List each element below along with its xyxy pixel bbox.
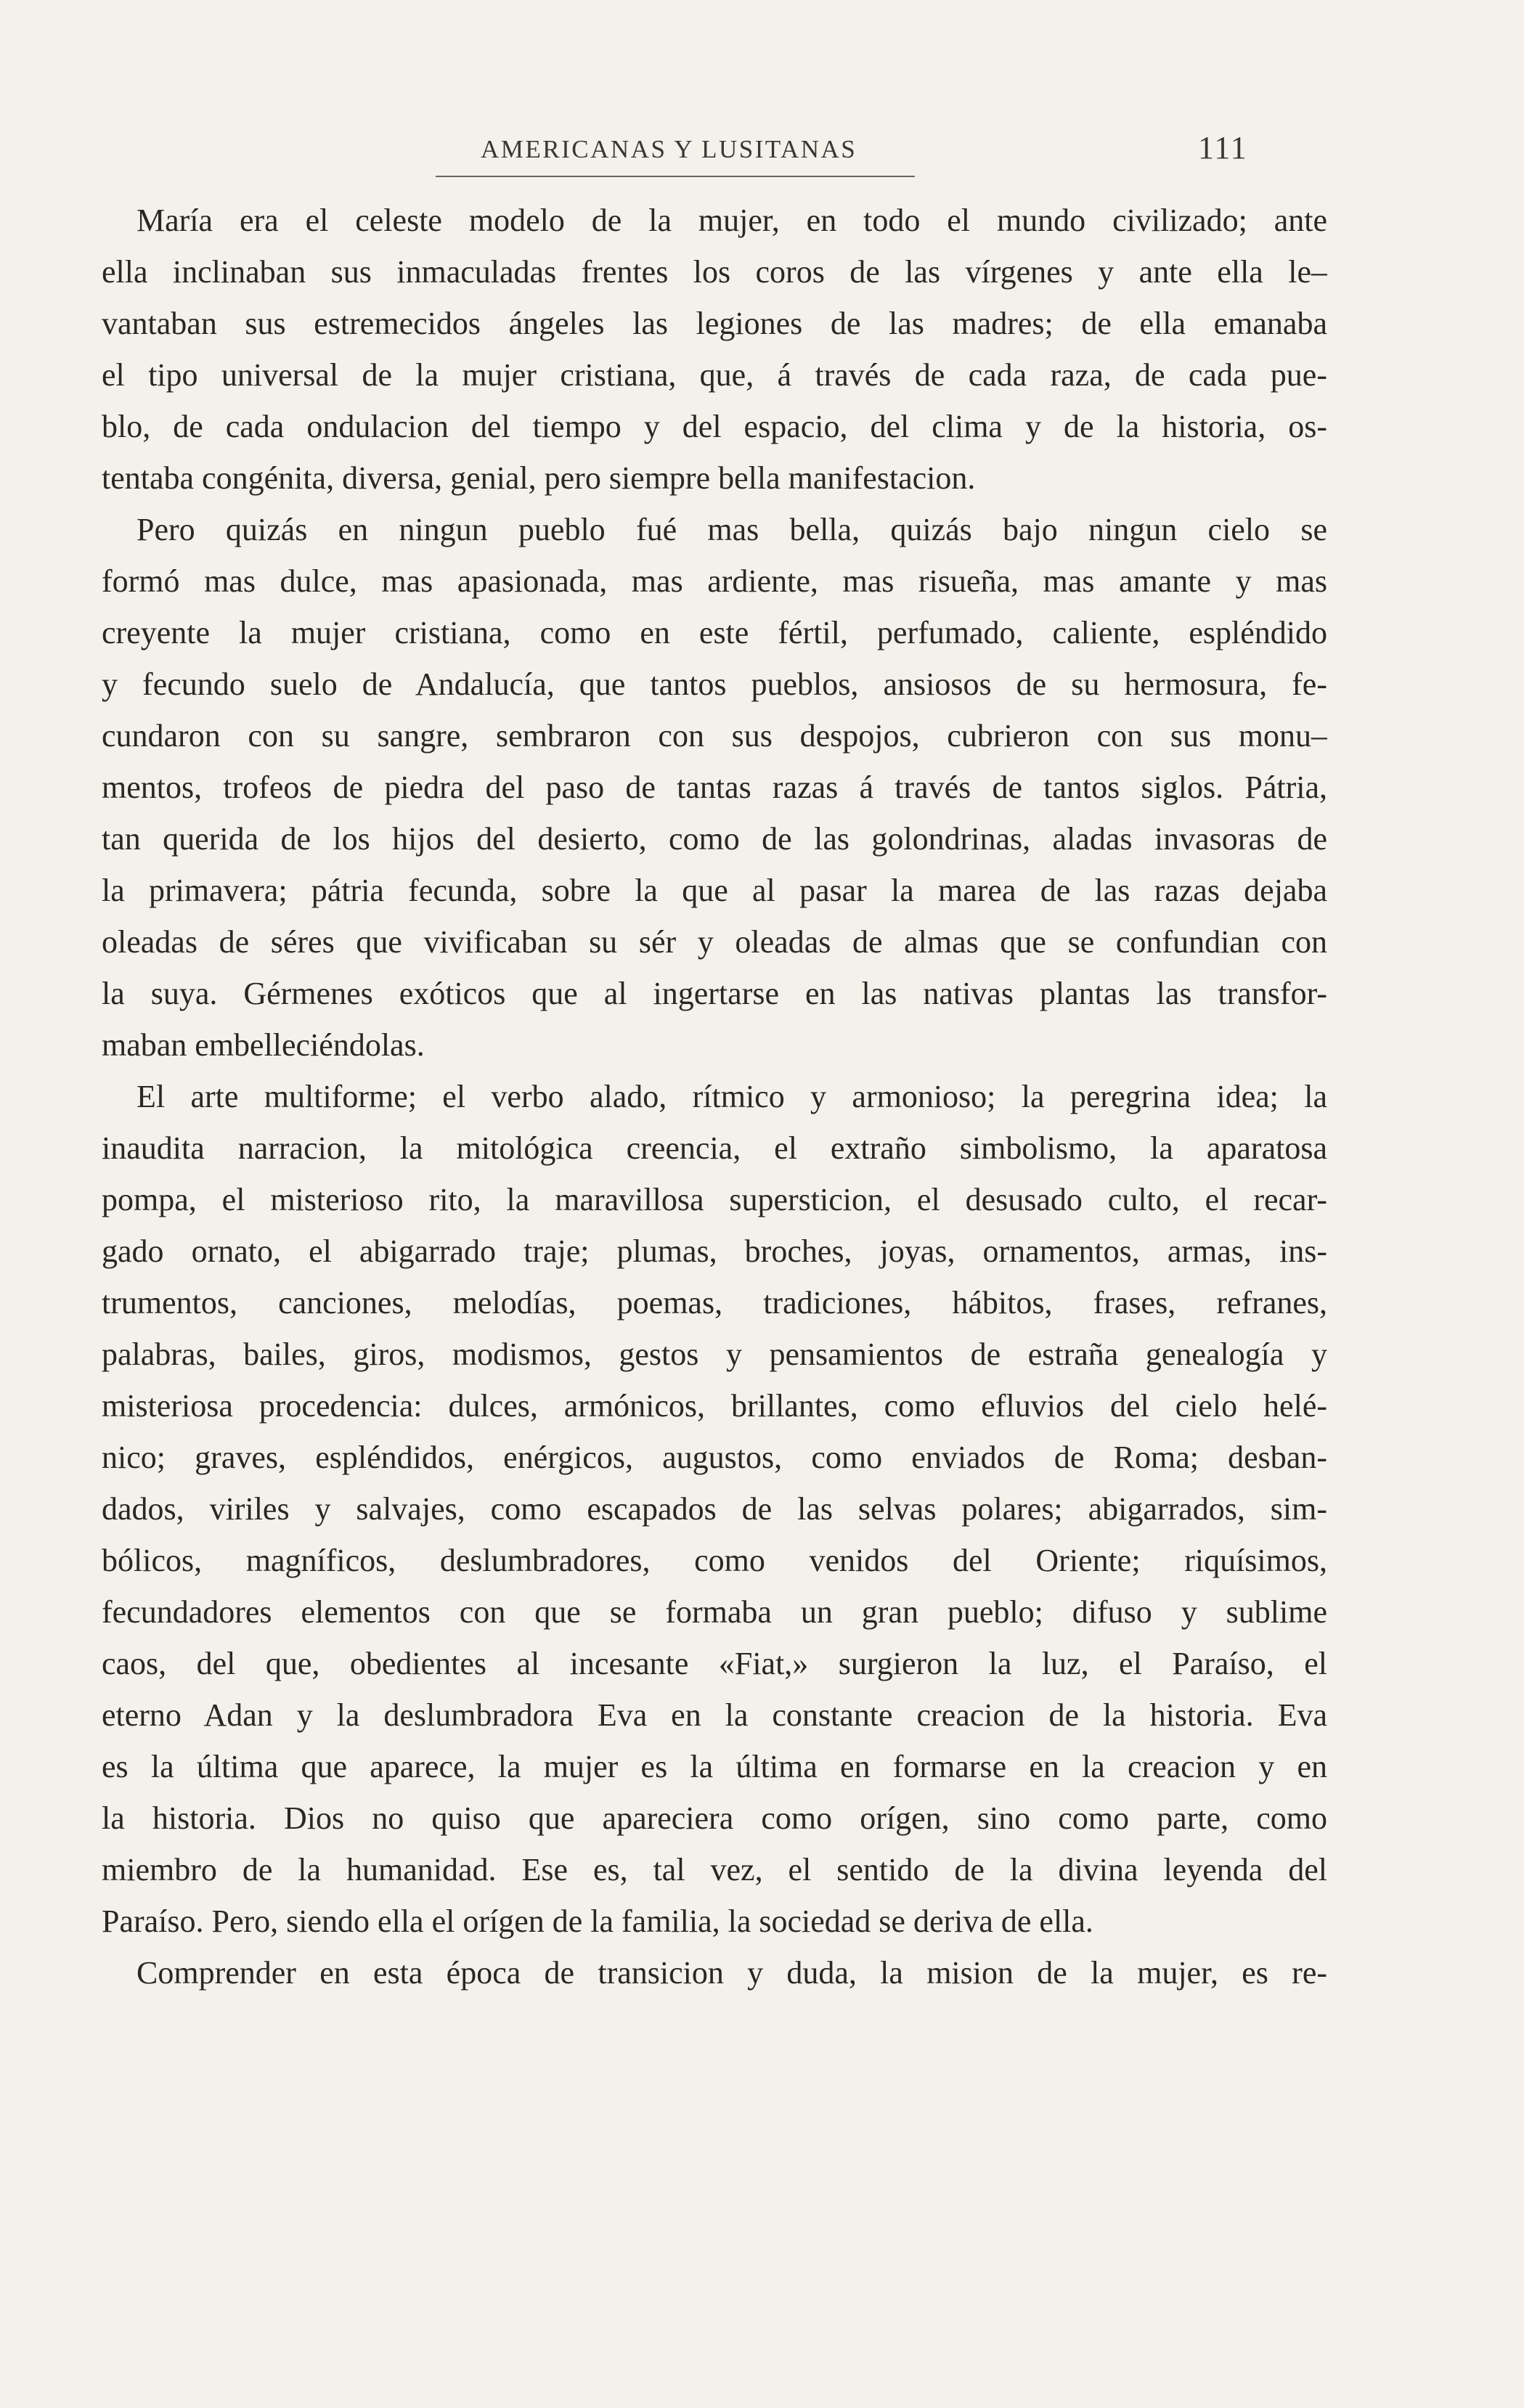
text-line: blo, de cada ondulacion del tiempo y del espacio, del clima y de la historia, os- — [102, 409, 1327, 444]
page-header — [0, 129, 1524, 180]
text-line: oleadas de séres que vivificaban su sér y oleadas de almas que se confundian con — [102, 924, 1327, 960]
page-number: 111 — [1198, 130, 1248, 166]
text-line: vantaban sus estremecidos ángeles las legiones de las madres; de ella emanaba — [102, 306, 1327, 341]
text-line: gado ornato, el abigarrado traje; plumas, broches, joyas, ornamentos, armas, ins- — [102, 1233, 1327, 1269]
text-line: bólicos, magníficos, deslumbradores, como venidos del Oriente; riquísimos, — [102, 1543, 1327, 1578]
text-line: cundaron con su sangre, sembraron con sus despojos, cubrieron con sus monu– — [102, 718, 1327, 754]
text-line: la suya. Gérmenes exóticos que al ingertarse en las nativas plantas las transfor- — [102, 976, 1327, 1011]
text-line: Paraíso. Pero, siendo ella el orígen de la familia, la sociedad se deriva de ella. — [102, 1903, 1093, 1939]
text-line: la historia. Dios no quiso que apareciera como orígen, sino como parte, como — [102, 1800, 1327, 1836]
text-line: formó mas dulce, mas apasionada, mas ardiente, mas risueña, mas amante y mas — [102, 563, 1327, 599]
text-line: María era el celeste modelo de la mujer, en todo el mundo civilizado; ante — [136, 203, 1327, 238]
text-line: trumentos, canciones, melodías, poemas, tradiciones, hábitos, frases, refranes, — [102, 1285, 1327, 1321]
text-line: la primavera; pátria fecunda, sobre la que al pasar la marea de las razas dejaba — [102, 873, 1327, 908]
text-line: fecundadores elementos con que se formaba un gran pueblo; difuso y sublime — [102, 1594, 1327, 1630]
running-title: AMERICANAS Y LUSITANAS — [481, 135, 857, 163]
text-line: misteriosa procedencia: dulces, armónicos, brillantes, como efluvios del cielo helé- — [102, 1388, 1327, 1424]
text-line: Comprender en esta época de transicion y duda, la mision de la mujer, es re- — [136, 1955, 1327, 1991]
text-line: mentos, trofeos de piedra del paso de tantas razas á través de tantos siglos. Pátria, — [102, 770, 1327, 805]
text-line: palabras, bailes, giros, modismos, gestos y pensamientos de estraña genealogía y — [102, 1336, 1327, 1372]
text-line: es la última que aparece, la mujer es la última en formarse en la creacion y en — [102, 1749, 1327, 1784]
text-line: ella inclinaban sus inmaculadas frentes los coros de las vírgenes y ante ella le– — [102, 254, 1327, 290]
text-line: dados, viriles y salvajes, como escapados de las selvas polares; abigarrados, sim- — [102, 1491, 1327, 1527]
text-line: tentaba congénita, diversa, genial, pero siempre bella manifestacion. — [102, 460, 976, 496]
text-line: Pero quizás en ningun pueblo fué mas bella, quizás bajo ningun cielo se — [136, 512, 1327, 547]
text-line: nico; graves, espléndidos, enérgicos, augustos, como enviados de Roma; desban- — [102, 1440, 1327, 1475]
text-line: El arte multiforme; el verbo alado, rítmico y armonioso; la peregrina idea; la — [136, 1079, 1327, 1114]
text-line: inaudita narracion, la mitológica creencia, el extraño simbolismo, la aparatosa — [102, 1130, 1327, 1166]
text-line: miembro de la humanidad. Ese es, tal vez, el sentido de la divina leyenda del — [102, 1852, 1327, 1887]
text-line: maban embelleciéndolas. — [102, 1027, 425, 1063]
text-line: el tipo universal de la mujer cristiana, que, á través de cada raza, de cada pue- — [102, 357, 1327, 393]
body-text — [102, 195, 1327, 1999]
text-line: caos, del que, obedientes al incesante «Fiat,» surgieron la luz, el Paraíso, el — [102, 1646, 1327, 1681]
header-rule — [436, 176, 915, 177]
text-line: creyente la mujer cristiana, como en este fértil, perfumado, caliente, espléndido — [102, 615, 1327, 650]
text-line: eterno Adan y la deslumbradora Eva en la constante creacion de la historia. Eva — [102, 1697, 1327, 1733]
text-line: pompa, el misterioso rito, la maravillosa supersticion, el desusado culto, el recar- — [102, 1182, 1327, 1217]
text-line: tan querida de los hijos del desierto, como de las golondrinas, aladas invasoras de — [102, 821, 1327, 857]
text-line: y fecundo suelo de Andalucía, que tantos pueblos, ansiosos de su hermosura, fe- — [102, 666, 1327, 702]
